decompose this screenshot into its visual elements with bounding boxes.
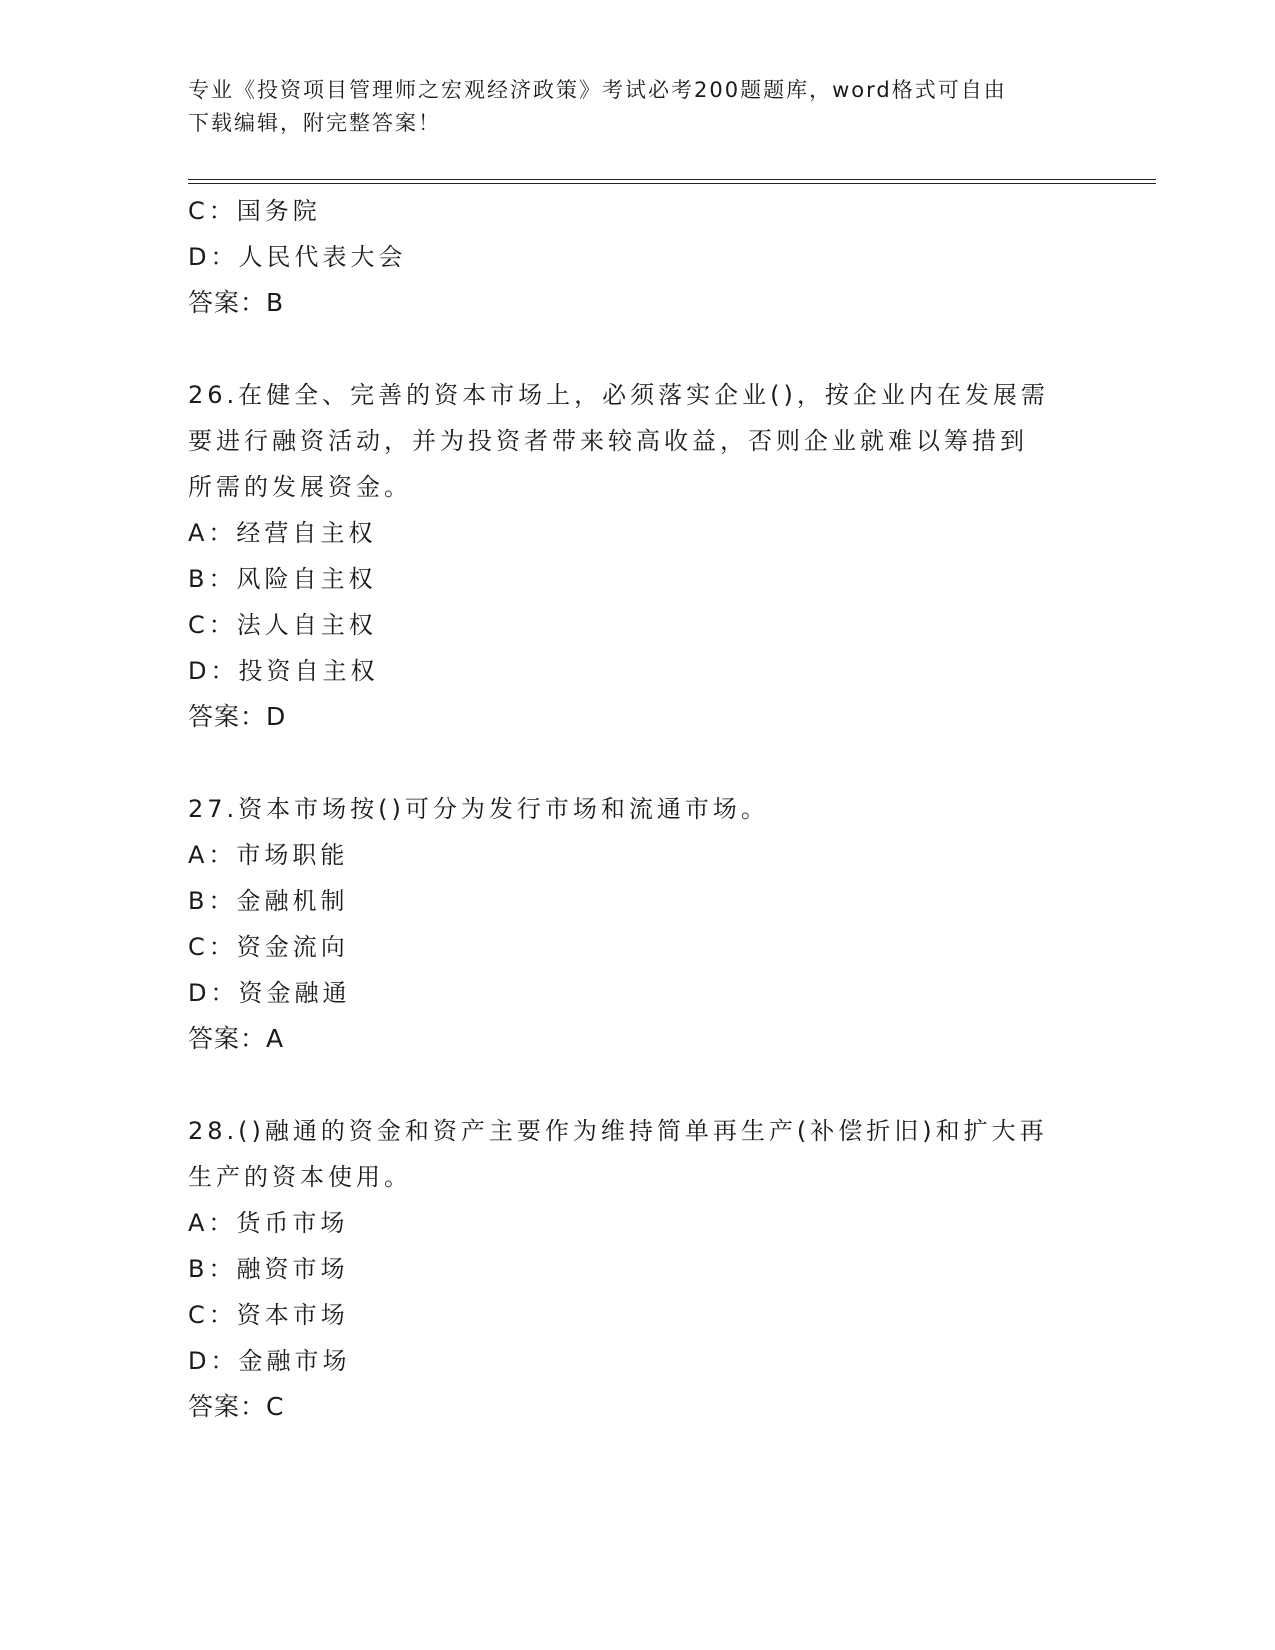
header-divider-top [188,179,1156,180]
option-c: C：资本市场 [188,1301,349,1329]
option-d: D：人民代表大会 [188,243,407,271]
option-c: C：法人自主权 [188,611,377,639]
option-a: A：经营自主权 [188,519,377,547]
option-c: C：资金流向 [188,933,349,961]
header-line-1: 专业《投资项目管理师之宏观经济政策》考试必考200题题库，word格式可自由 [188,78,1007,102]
spacer [188,326,1088,372]
question-text-line-1: 26.在健全、完善的资本市场上，必须落实企业()，按企业内在发展需 [188,381,1049,409]
question-25-tail [188,188,1088,326]
option-d: D：投资自主权 [188,657,379,685]
option-d: D：资金融通 [188,979,351,1007]
question-text-line-1: 28.()融通的资金和资产主要作为维持简单再生产(补偿折旧)和扩大再 [188,1117,1048,1145]
option-b: B：金融机制 [188,887,349,915]
question-text-line-1: 27.资本市场按()可分为发行市场和流通市场。 [188,795,769,823]
option-c: C：国务院 [188,197,321,225]
option-b: B：融资市场 [188,1255,349,1283]
header-divider-bottom [188,183,1156,184]
question-list [188,188,1088,1430]
question-text-line-3: 所需的发展资金。 [188,473,412,501]
spacer [188,1062,1088,1108]
header-line-2: 下载编辑，附完整答案！ [188,111,441,135]
question-text-line-2: 要进行融资活动，并为投资者带来较高收益，否则企业就难以筹措到 [188,427,1028,455]
question-26 [188,372,1088,740]
question-28 [188,1108,1088,1430]
option-a: A：货币市场 [188,1209,349,1237]
spacer [188,740,1088,786]
answer: 答案：B [188,288,285,317]
document-header [188,74,1088,140]
answer: 答案：C [188,1392,285,1421]
option-d: D：金融市场 [188,1347,351,1375]
option-a: A：市场职能 [188,841,349,869]
option-b: B：风险自主权 [188,565,377,593]
answer: 答案：A [188,1024,285,1053]
question-27 [188,786,1088,1062]
answer: 答案：D [188,702,287,731]
question-text-line-2: 生产的资本使用。 [188,1163,412,1191]
